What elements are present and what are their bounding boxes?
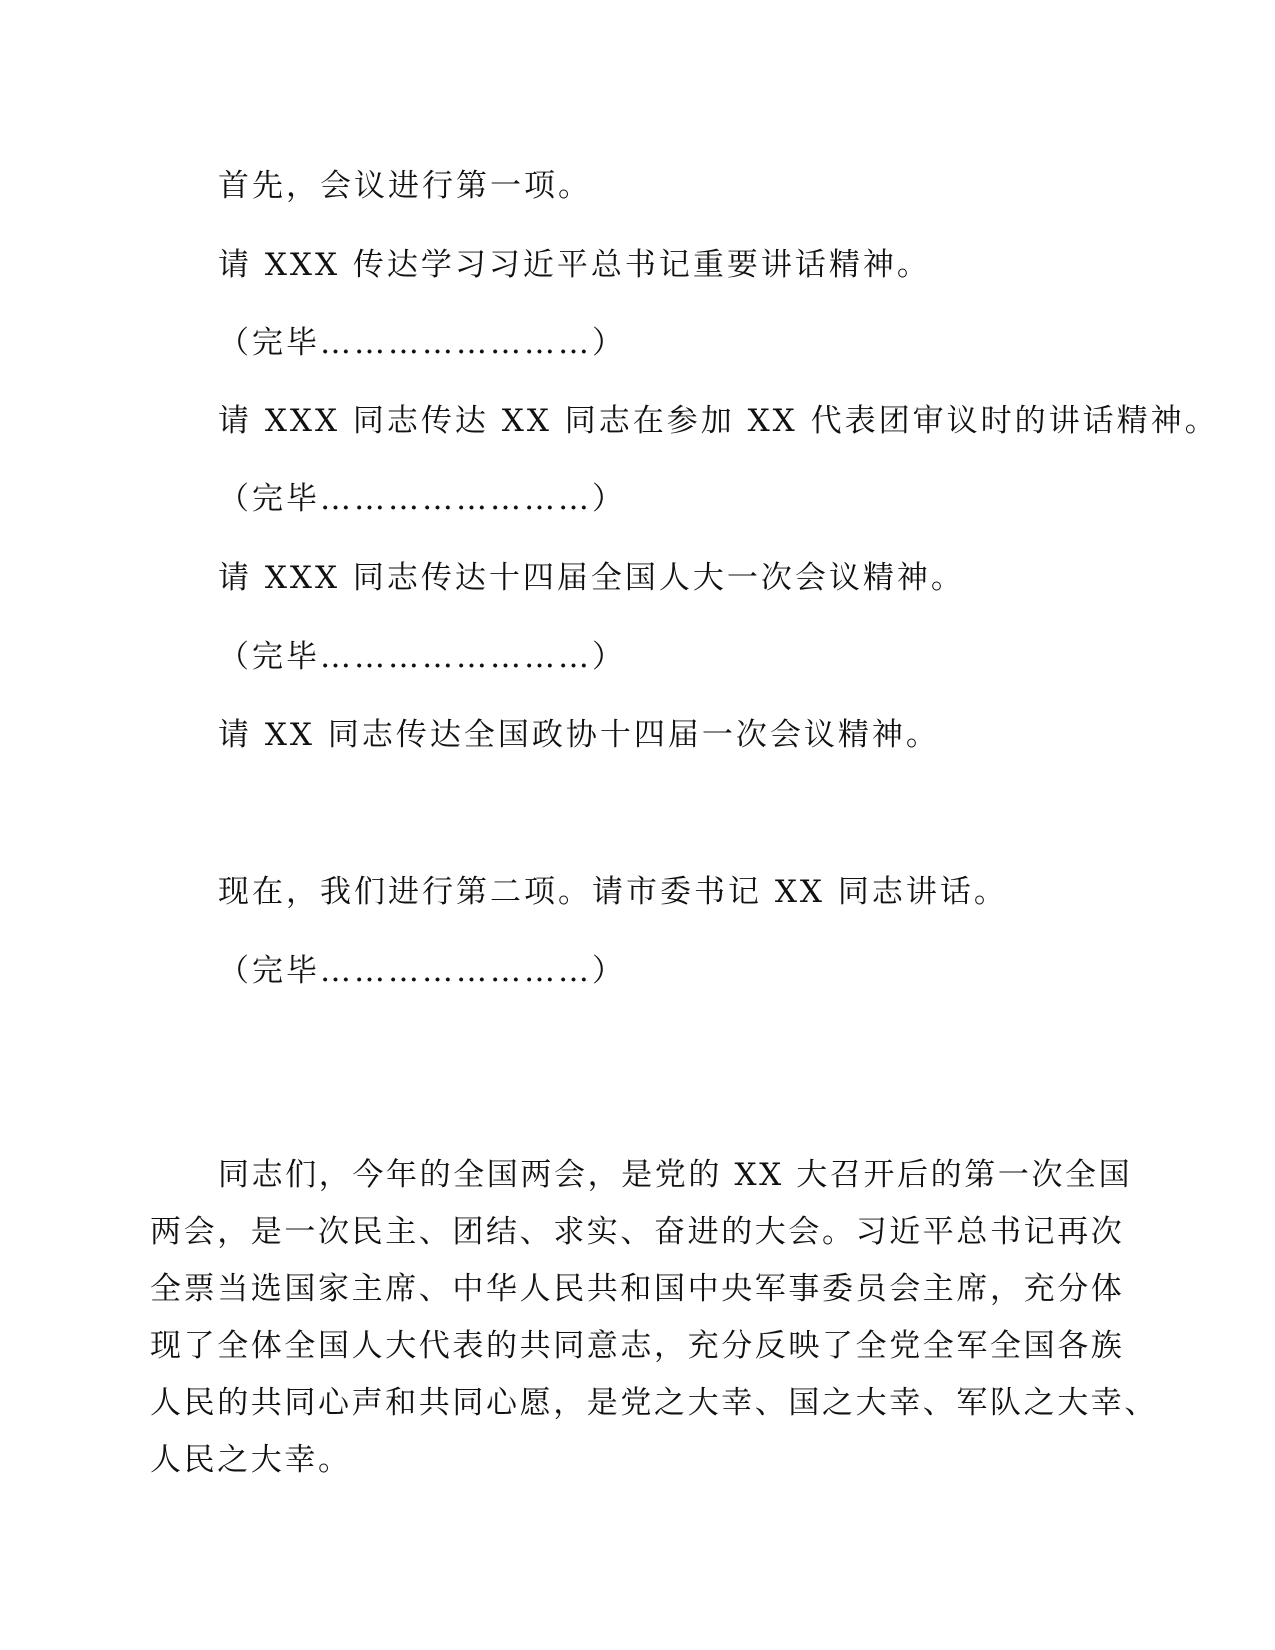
speech-request-line: 请 XX 同志传达全国政协十四届一次会议精神。 — [218, 717, 940, 753]
speech-request-line: 请 XXX 同志传达 XX 同志在参加 XX 代表团审议时的讲话精神。 — [218, 403, 1219, 439]
paragraph-line: 人民的共同心声和共同心愿，是党之大幸、国之大幸、军队之大幸、 — [150, 1385, 1158, 1421]
paragraph-line: 全票当选国家主席、中华人民共和国中央军事委员会主席，充分体 — [150, 1271, 1125, 1307]
closing-paragraph — [150, 1147, 1158, 1489]
speech-request-line: 请 XXX 同志传达十四届全国人大一次会议精神。 — [218, 560, 965, 596]
agenda-item-one-line: 首先，会议进行第一项。 — [218, 168, 592, 204]
paragraph-line: 现了全体全国人大代表的共同意志，充分反映了全党全军全国各族 — [150, 1328, 1125, 1364]
paragraph-line: 同志们，今年的全国两会，是党的 XX 大召开后的第一次全国 — [218, 1157, 1133, 1193]
agenda-item-two-line: 现在，我们进行第二项。请市委书记 XX 同志讲话。 — [218, 874, 1008, 910]
completion-note: （完毕……………………） — [218, 325, 626, 361]
paragraph-line: 两会，是一次民主、团结、求实、奋进的大会。习近平总书记再次 — [150, 1214, 1125, 1250]
paragraph-line: 人民之大幸。 — [150, 1442, 352, 1478]
speech-request-line: 请 XXX 传达学习习近平总书记重要讲话精神。 — [218, 247, 931, 283]
completion-note: （完毕……………………） — [218, 639, 626, 675]
completion-note: （完毕……………………） — [218, 481, 626, 517]
completion-note: （完毕……………………） — [218, 953, 626, 989]
